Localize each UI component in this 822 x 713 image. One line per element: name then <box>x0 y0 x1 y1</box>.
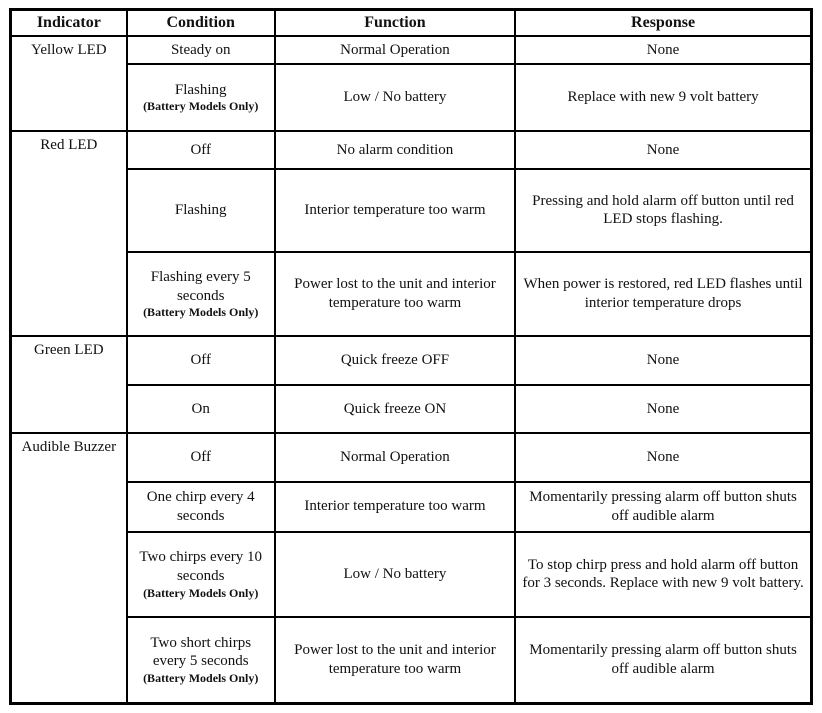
battery-models-note: (Battery Models Only) <box>143 585 259 600</box>
cell-function: Power lost to the unit and interior temperature too warm <box>275 617 515 704</box>
cell-response: Momentarily pressing alarm off button shuts off audible alarm <box>515 482 811 532</box>
cell-indicator-audible-buzzer: Audible Buzzer <box>11 433 127 703</box>
cell-function: Low / No battery <box>275 532 515 617</box>
cell-function: Quick freeze OFF <box>275 336 515 384</box>
cell-response: To stop chirp press and hold alarm off button for 3 seconds. Replace with new 9 volt battery. <box>515 532 811 617</box>
condition-text: Two chirps every 10 seconds <box>139 549 263 584</box>
cell-function: Power lost to the unit and interior temperature too warm <box>275 252 515 337</box>
cell-condition <box>127 64 275 131</box>
condition-text: Flashing <box>174 81 227 98</box>
condition-text: Two short chirps every 5 seconds <box>150 634 252 670</box>
table-row <box>11 385 812 433</box>
cell-response: None <box>515 36 811 64</box>
cell-function: Normal Operation <box>275 36 515 64</box>
cell-condition: Off <box>127 131 275 169</box>
col-header-condition: Condition <box>127 10 275 37</box>
cell-function: Normal Operation <box>275 433 515 481</box>
cell-response: Replace with new 9 volt battery <box>515 64 811 131</box>
cell-function: Interior temperature too warm <box>275 169 515 252</box>
table-row <box>11 617 812 704</box>
table-row <box>11 131 812 169</box>
cell-indicator-red-led: Red LED <box>11 131 127 337</box>
table-row <box>11 532 812 617</box>
cell-indicator-green-led: Green LED <box>11 336 127 433</box>
cell-condition: Off <box>127 433 275 481</box>
cell-indicator-yellow-led: Yellow LED <box>11 36 127 131</box>
table-row <box>11 336 812 384</box>
table-row <box>11 433 812 481</box>
col-header-response: Response <box>515 10 811 37</box>
indicator-status-table <box>9 8 813 705</box>
cell-condition: One chirp every 4 seconds <box>127 482 275 532</box>
condition-text: Flashing every 5 seconds <box>150 268 251 304</box>
cell-condition <box>127 617 275 704</box>
table-row <box>11 482 812 532</box>
cell-response: Pressing and hold alarm off button until red LED stops flashing. <box>515 169 811 252</box>
cell-function: Quick freeze ON <box>275 385 515 433</box>
cell-response: When power is restored, red LED flashes until interior temperature drops <box>515 252 811 337</box>
col-header-indicator: Indicator <box>11 10 127 37</box>
cell-function: Low / No battery <box>275 64 515 131</box>
cell-condition: Off <box>127 336 275 384</box>
cell-response: None <box>515 385 811 433</box>
table-row <box>11 36 812 64</box>
col-header-function: Function <box>275 10 515 37</box>
cell-condition <box>127 532 275 617</box>
cell-response: Momentarily pressing alarm off button shuts off audible alarm <box>515 617 811 704</box>
cell-condition: On <box>127 385 275 433</box>
cell-condition: Steady on <box>127 36 275 64</box>
cell-function: Interior temperature too warm <box>275 482 515 532</box>
cell-function: No alarm condition <box>275 131 515 169</box>
battery-models-note: (Battery Models Only) <box>143 99 259 114</box>
cell-response: None <box>515 131 811 169</box>
battery-models-note: (Battery Models Only) <box>143 671 259 686</box>
cell-response: None <box>515 336 811 384</box>
table-row <box>11 169 812 252</box>
cell-response: None <box>515 433 811 481</box>
table-row <box>11 64 812 131</box>
table-row <box>11 252 812 337</box>
cell-condition: Flashing <box>127 169 275 252</box>
battery-models-note: (Battery Models Only) <box>143 305 259 320</box>
cell-condition <box>127 252 275 337</box>
header-row <box>11 10 812 37</box>
